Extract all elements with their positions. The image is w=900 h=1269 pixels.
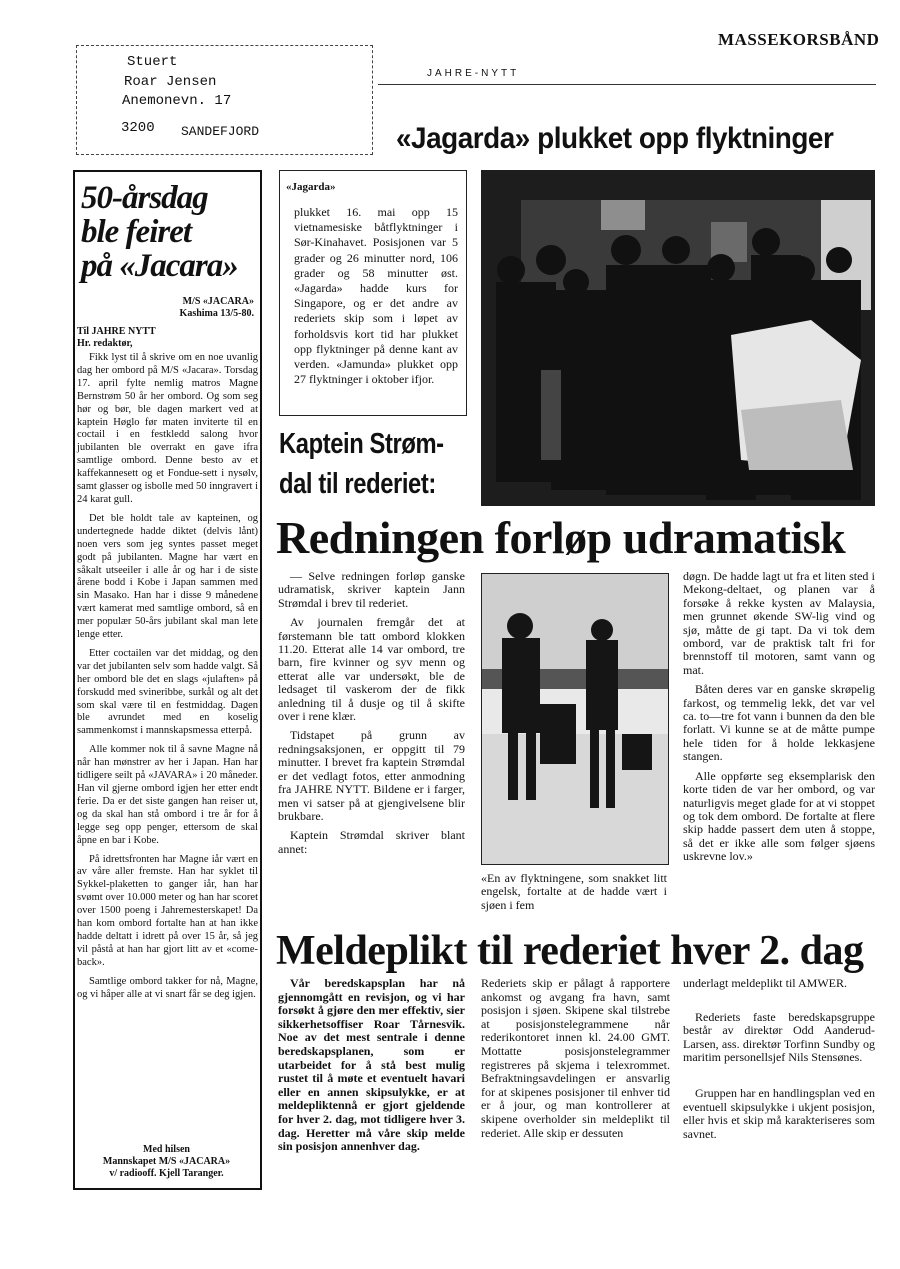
- jacara-headline-line3: på «Jacara»: [81, 248, 238, 284]
- redning-headline: Redningen forløp udramatisk: [276, 512, 846, 563]
- address-label: [76, 45, 373, 155]
- redning-paragraph: Båten deres var en ganske skrøpelig farkost, og temmelig lekk, det var vel ca. to—tre fot vann i bunnen da den ble forlatt. Vi kunne se at de måtte pumpe hele tiden for å holde lekkasjene stangen.: [683, 682, 875, 764]
- address-city: SANDEFJORD: [181, 124, 260, 139]
- jacara-paragraph: Samtlige ombord takker for nå, Magne, og vi håper alle at vi snart får se deg igjen.: [77, 975, 258, 1000]
- refugees-photo-image: [481, 170, 875, 506]
- meldeplikt-paragraph: Rederiets skip er pålagt å rapportere ankomst og avgang fra havn, samt posisjon i sjøen. Skipene skal tilstrebe at posisjonstelegrammene når rederikontoret innen kl. 24.00 GMT. Mottatte posisjonstelegrammer registreres på skjema i telexrommet. Befraktningsavdelingen er ansvarlig for at skipenes posisjoner til enhver tid er å jour, og man kontrollerer at skipene overholder sin meldeplikt til rederiet. Alle skip er dessuten: [481, 976, 670, 1140]
- redning-paragraph: døgn. De hadde lagt ut fra et liten sted i Mekong-deltaet, og planen var å forsøke å rekke kysten av Malaysia, men grunnet økende SW-lig vind og sjø, måtte de gi tapt. Da vi tok dem ombord, var de praktisk talt fri for brennstoff til motoren, samt vann og mat.: [683, 569, 875, 677]
- meldeplikt-col2: [481, 977, 670, 1146]
- redning-col1: [278, 570, 465, 862]
- address-line2: Roar Jensen: [124, 74, 217, 90]
- kaptein-headline-line1: Kaptein Strøm-: [279, 428, 444, 460]
- jagarda-box-text: plukket 16. mai opp 15 vietnamesiske båtflyktninger i Sør-Kinahavet. Posisjonen var 5 grader og 26 minutter nord, 106 grader og 58 minutter øst. «Jagarda» hadde kurs for Singapore, og er det andre av rederiets skip som i løpet av forholdsvis kort tid har plukket opp flyktninger på denne kant av verden. «Jamunda» plukket opp 27 flyktninger i oktober ifjor.: [294, 205, 458, 387]
- jacara-paragraph: Fikk lyst til å skrive om en noe uvanlig dag her ombord på M/S «Jacara». Torsdag 17. april fylte nemlig matros Magne Bernstrøm 50 år her ombord. Og som seg hør og bør, ble dagen markert ved at kaptein Høglo før maten inviterte til en coctail i en festkledd salong hvor jubilanten ble overrakt en gave ifra samtlige ombord. Denne besto av et kaffekannesett og et Fondue-sett i nysølv, samt glasser og isbolle med 50 inngravert i 24 karat gull.: [77, 352, 258, 505]
- meldeplikt-headline: Meldeplikt til rederiet hver 2. dag: [276, 928, 864, 974]
- issue-label: JAHRE-NYTT: [427, 68, 520, 79]
- jacara-box: [73, 170, 262, 1190]
- meldeplikt-paragraph: underlagt meldeplikt til AMWER.: [683, 976, 847, 990]
- jacara-headline-line1: 50-årsdag: [81, 180, 208, 216]
- address-line1: Stuert: [127, 54, 178, 70]
- jacara-sign-line1: Med hilsen: [143, 1144, 190, 1155]
- jagarda-box: [279, 170, 467, 416]
- meldeplikt-paragraph: Gruppen har en handlingsplan ved en eventuell skipsulykke i ukjent posisjon, eller hvis et skip må karakteriseres som savnet.: [683, 1085, 875, 1141]
- address-postcode: 3200: [121, 120, 155, 136]
- meldeplikt-col1: [278, 977, 465, 1160]
- jagarda-headline: «Jagarda» plukket opp flyktninger: [396, 122, 834, 155]
- jacara-headline-line2: ble feiret: [81, 214, 192, 250]
- jacara-paragraph: Etter coctailen var det middag, og den var det jubilanten selv som hadde valgt. Så her ombord ble det en slags «julaften» på forskudd med svineribbe, surkål og alt det som skal være til en festmiddag. Dagen ble avrundet med en koselig sammenkomst i mannskapsmessa etterpå.: [77, 647, 258, 737]
- jacara-body: [77, 352, 258, 1008]
- jacara-paragraph: Alle kommer nok til å savne Magne nå når han mønstrer av her i Japan. Han har tidligere seilt på «JAVARA» i 20 måneder. Han vil gjerne ombord igjen her etter endt ferie. Da er det siste gangen han reiser ut, og da skal han stå ombord i tre år for å legge seg opp penger, ettersom de skal åpne en bar i Kobe.: [77, 744, 258, 846]
- jacara-paragraph: På idrettsfronten har Magne iår vært en av våre aller fremste. Han har syklet til Sykkel-plaketten to ganger iår, han har svømt over 10.000 meter og han har scoret over 1500 poeng i Jahremesterskapet! Da han kom ombord fortalte han at han ikke hadde deltatt i idrett på over 15 år, så jeg vil påstå at han har gjort litt av et «come-back».: [77, 853, 258, 968]
- jacara-paragraph: Det ble holdt tale av kapteinen, og undertegnede hadde diktet (delvis lånt) noen vers som jeg syntes passet meget godt på jubilanten. Magne har vært en såkalt utseeiler i alle år og har i de siste årene bodd i Kobe i Japan sammen med sin Masako. Han har i disse 9 månedene vært kamerat med samtlige ombord, så en mer populær 50-års jubilant skal man lete lenge etter.: [77, 512, 258, 641]
- redning-paragraph: — Selve redningen forløp ganske udramatisk, skriver kaptein Jann Strømdal i brev til rederiet.: [278, 569, 465, 610]
- redning-paragraph: Tidstapet på grunn av redningsaksjonen, er oppgitt til 79 minutter. I brevet fra kaptein Strømdal er det vedlagt fotos, etter anmodning fra JAHRE NYTT. Bildene er i farger, men vi satser på at gjengivelsene blir brukbare.: [278, 728, 465, 823]
- section-label: MASSEKORSBÅND: [718, 30, 880, 49]
- rescue-photo: [481, 573, 669, 865]
- kaptein-headline-line2: dal til rederiet:: [279, 468, 436, 500]
- jacara-sign-line2: Mannskapet M/S «JACARA»: [102, 1156, 231, 1167]
- jacara-sign-line3: v/ radiooff. Kjell Taranger.: [109, 1168, 224, 1179]
- meldeplikt-paragraph: Vår beredskapsplan har nå gjennomgått en revisjon, og vi har forsøkt å gjøre den mer effektiv, sier sikkerhetsoffiser Roar Tårnesvik. Noe av det mest sentrale i denne beredskapsplanen, som er utarbeidet for å stå best mulig rustet til å møte et eventuelt havari eller en annen skipsulykke, er at meldepliktennå er gjort gjeldende for hver 2. dag, mot tidligere hver 3. dag. Heretter må våre skip melde sin posisjon annenhver dag.: [278, 976, 465, 1154]
- jacara-dateline-ship: M/S «JACARA»: [182, 296, 254, 307]
- redning-col3: [683, 570, 875, 870]
- redning-paragraph: Kaptein Strømdal skriver blant annet:: [278, 828, 465, 856]
- meldeplikt-paragraph: Rederiets faste beredskapsgruppe består av direktør Odd Aanderud-Larsen, ass. direktør Torfinn Sundby og maritim personellsjef Nils Stensønes.: [683, 1009, 875, 1065]
- jacara-dateline-place: Kashima 13/5-80.: [179, 308, 254, 319]
- redning-paragraph: Alle oppførte seg eksemplarisk den korte tiden de var her ombord, og var naturligvis meget glade for at vi stoppet og tok dem ombord. De fortalte at flere skip hadde passert dem uten å stoppe, så det er ikke alle som følger sjøens uskrevne lov.»: [683, 768, 875, 864]
- rescue-photo-caption: «En av flyktningene, som snakket litt engelsk, fortalte at de hadde vært i sjøen i fem: [481, 871, 667, 912]
- jagarda-box-kicker: «Jagarda»: [286, 181, 336, 193]
- refugees-photo: [481, 170, 875, 506]
- jacara-salutation: Hr. redaktør,: [77, 338, 133, 349]
- rescue-photo-image: [482, 574, 668, 864]
- redning-paragraph: Av journalen fremgår det at førstemann ble tatt ombord klokken 11.20. Etterat alle 14 var ombord, tre barn, fire kvinner og syv menn og etterat alle var undersøkt, ble de ledsaget til vaskerom der de fikk anledning til å dusje og til å skifte over i rene klær.: [278, 615, 465, 724]
- header-rule: [378, 84, 876, 85]
- address-line3: Anemonevn. 17: [122, 93, 232, 109]
- meldeplikt-col3: [683, 977, 875, 1147]
- jacara-to: Til JAHRE NYTT: [77, 326, 156, 337]
